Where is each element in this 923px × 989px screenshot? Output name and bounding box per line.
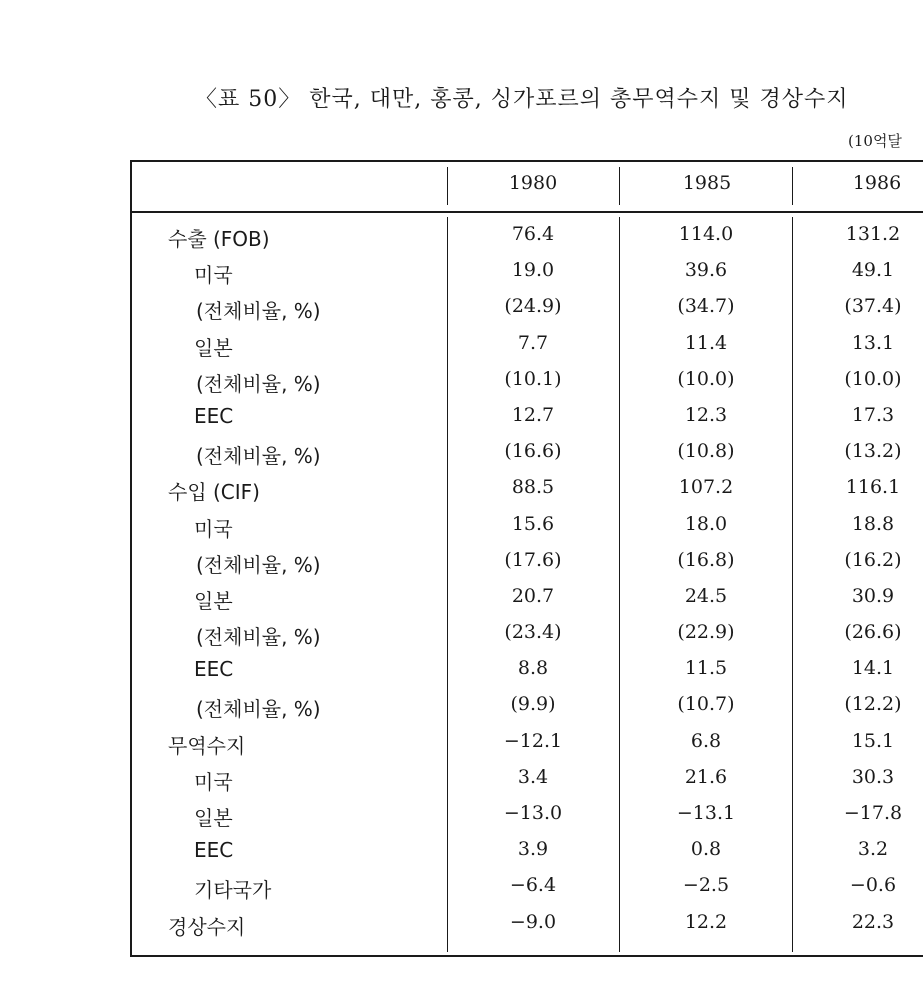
table-title: 〈표 50〉 한국, 대만, 홍콩, 싱가포르의 총무역수지 및 경상수지 xyxy=(195,87,849,112)
table-header-rule xyxy=(130,211,923,213)
row-label: (전체비율, %) xyxy=(196,625,321,650)
row-label: 일본 xyxy=(194,806,233,830)
cell-value: 13.1 xyxy=(851,331,895,354)
cell-value: (16.8) xyxy=(677,548,735,571)
cell-value: 107.2 xyxy=(678,476,734,499)
cell-value: (16.2) xyxy=(844,548,902,571)
header-divider xyxy=(619,167,620,205)
cell-value: 21.6 xyxy=(684,765,728,788)
cell-value: −6.4 xyxy=(509,874,557,897)
table-row xyxy=(0,581,923,617)
cell-value: (16.6) xyxy=(504,440,562,463)
cell-value: 30.3 xyxy=(851,765,895,788)
cell-value: −9.0 xyxy=(509,910,557,933)
row-label: (전체비율, %) xyxy=(196,371,321,396)
table-body xyxy=(0,219,923,943)
table-row xyxy=(0,400,923,436)
table-row xyxy=(0,291,923,327)
row-label: EEC xyxy=(194,838,234,863)
row-label: EEC xyxy=(194,657,234,682)
cell-value: (24.9) xyxy=(504,295,562,318)
row-label: (전체비율, %) xyxy=(196,552,321,577)
row-label: 무역수지 xyxy=(168,733,246,758)
row-label: 미국 xyxy=(194,263,233,288)
cell-value: 8.8 xyxy=(517,657,549,680)
header-divider xyxy=(447,167,448,205)
cell-value: (13.2) xyxy=(844,440,902,463)
cell-value: 15.1 xyxy=(851,729,895,752)
cell-value: 6.8 xyxy=(690,729,722,752)
row-label: EEC xyxy=(194,403,234,428)
table-row xyxy=(0,689,923,725)
cell-value: 20.7 xyxy=(511,584,555,607)
cell-value: 18.0 xyxy=(684,512,728,535)
table-row xyxy=(0,870,923,906)
row-label: 수입 (CIF) xyxy=(168,480,260,505)
row-label: 미국 xyxy=(194,769,233,794)
cell-value: 131.2 xyxy=(845,223,901,245)
row-label: 일본 xyxy=(194,335,233,360)
cell-value: −17.8 xyxy=(843,802,903,824)
cell-value: 15.6 xyxy=(511,512,555,535)
row-label: 수출 (FOB) xyxy=(168,227,270,251)
table-row xyxy=(0,509,923,545)
cell-value: 11.4 xyxy=(684,331,728,354)
cell-value: 18.8 xyxy=(851,512,895,535)
table-bottom-rule xyxy=(130,955,923,957)
column-header-1980: 1980 xyxy=(508,172,558,194)
cell-value: (9.9) xyxy=(510,693,556,716)
table-row xyxy=(0,328,923,364)
unit-label: (10억달 xyxy=(848,132,902,150)
cell-value: (10.0) xyxy=(677,367,735,390)
table-top-rule xyxy=(130,160,923,162)
cell-value: −0.6 xyxy=(849,874,897,897)
row-label: 일본 xyxy=(194,588,233,613)
cell-value: (10.8) xyxy=(677,440,735,463)
cell-value: −2.5 xyxy=(682,874,730,897)
cell-value: 11.5 xyxy=(684,657,728,680)
header-divider xyxy=(792,167,793,205)
cell-value: (23.4) xyxy=(504,621,562,644)
cell-value: −12.1 xyxy=(503,729,563,752)
table-row xyxy=(0,436,923,472)
cell-value: 76.4 xyxy=(511,223,555,245)
row-label: 경상수지 xyxy=(168,914,246,939)
row-label: 미국 xyxy=(194,516,233,541)
cell-value: −13.0 xyxy=(503,802,563,824)
row-label: 기타국가 xyxy=(194,878,272,903)
table-row xyxy=(0,545,923,581)
table-row xyxy=(0,255,923,291)
cell-value: 3.2 xyxy=(857,838,889,861)
cell-value: 14.1 xyxy=(851,657,895,680)
cell-value: (10.1) xyxy=(504,367,562,390)
table-row xyxy=(0,364,923,400)
cell-value: 30.9 xyxy=(851,584,895,607)
cell-value: 19.0 xyxy=(511,259,555,282)
table-row xyxy=(0,219,923,255)
cell-value: 39.6 xyxy=(684,259,728,282)
cell-value: 0.8 xyxy=(690,838,722,861)
cell-value: (22.9) xyxy=(677,621,735,644)
row-label: (전체비율, %) xyxy=(196,299,321,324)
cell-value: 7.7 xyxy=(517,331,549,354)
cell-value: (10.0) xyxy=(844,367,902,390)
cell-value: 22.3 xyxy=(851,910,895,933)
table-row xyxy=(0,726,923,762)
cell-value: (26.6) xyxy=(844,621,902,644)
row-label: (전체비율, %) xyxy=(196,444,321,469)
table-row xyxy=(0,472,923,508)
cell-value: (12.2) xyxy=(844,693,902,716)
table-row xyxy=(0,798,923,834)
cell-value: 3.4 xyxy=(517,765,549,788)
cell-value: 3.9 xyxy=(517,838,549,861)
column-header-1986: 1986 xyxy=(852,172,902,194)
column-header-1985: 1985 xyxy=(682,172,732,194)
cell-value: −13.1 xyxy=(676,802,736,824)
cell-value: (37.4) xyxy=(844,295,902,318)
cell-value: (34.7) xyxy=(677,295,735,318)
cell-value: 114.0 xyxy=(678,223,734,245)
table-row xyxy=(0,834,923,870)
table-row xyxy=(0,617,923,653)
cell-value: 12.7 xyxy=(511,403,555,426)
cell-value: 12.2 xyxy=(684,910,728,933)
table-row xyxy=(0,907,923,943)
table-row xyxy=(0,653,923,689)
row-label: (전체비율, %) xyxy=(196,697,321,722)
table-row xyxy=(0,762,923,798)
cell-value: 17.3 xyxy=(851,403,895,426)
cell-value: 88.5 xyxy=(511,476,555,499)
cell-value: 12.3 xyxy=(684,403,728,426)
cell-value: 24.5 xyxy=(684,584,728,607)
cell-value: 49.1 xyxy=(851,259,895,282)
cell-value: 116.1 xyxy=(845,476,901,499)
cell-value: (17.6) xyxy=(504,548,562,571)
cell-value: (10.7) xyxy=(677,693,735,716)
